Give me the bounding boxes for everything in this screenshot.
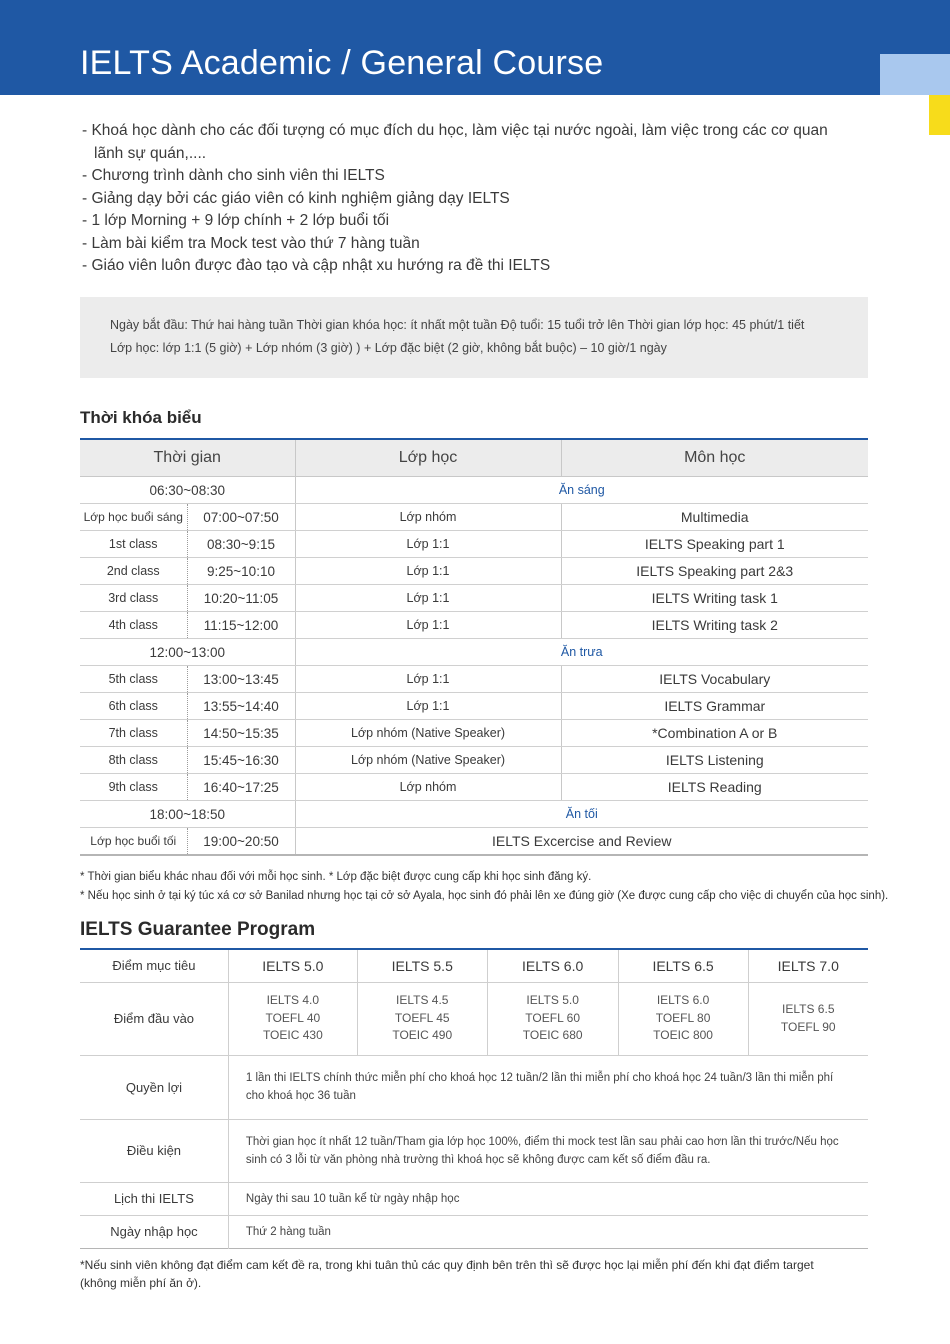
target-score: IELTS 5.5 — [357, 949, 487, 982]
period-time: 15:45~16:30 — [187, 747, 295, 774]
target-score-row — [80, 949, 868, 982]
entry-score-cell: IELTS 4.0 TOEFL 40 TOEIC 430 — [228, 982, 357, 1055]
period-time: 07:00~07:50 — [187, 504, 295, 531]
benefits-row — [80, 1055, 868, 1119]
period-time: 08:30~9:15 — [187, 531, 295, 558]
intro-bullet: - Giảng dạy bởi các giáo viên có kinh nghiệm giảng dạy IELTS — [82, 189, 510, 207]
table-row — [80, 828, 868, 856]
meal-row — [80, 639, 868, 666]
entry-score-cell: IELTS 6.5 TOEFL 90 — [748, 982, 868, 1055]
period-label: 3rd class — [80, 585, 187, 612]
guarantee-table — [80, 948, 868, 1249]
period-time: 19:00~20:50 — [187, 828, 295, 856]
table-header-row — [80, 439, 868, 477]
table-row — [80, 693, 868, 720]
period-time: 16:40~17:25 — [187, 774, 295, 801]
meal-time: 06:30~08:30 — [80, 477, 295, 504]
period-time: 13:55~14:40 — [187, 693, 295, 720]
period-label: Lớp học buổi sáng — [80, 504, 187, 531]
row-text: Ngày thi sau 10 tuần kể từ ngày nhập học — [228, 1182, 868, 1215]
subject: IELTS Listening — [561, 747, 868, 774]
decorative-tab-light — [880, 54, 950, 95]
row-text: Thứ 2 hàng tuần — [245, 1225, 331, 1238]
table-row — [80, 747, 868, 774]
page-header — [0, 0, 950, 95]
period-label: Lớp học buổi tối — [90, 834, 177, 848]
period-time: 10:20~11:05 — [187, 585, 295, 612]
page-title: IELTS Academic / General Course — [80, 44, 604, 82]
table-row — [80, 612, 868, 639]
subject: IELTS Speaking part 1 — [561, 531, 868, 558]
intro-bullet: - Giáo viên luôn được đào tạo và cập nhật xu hướng ra đề thi IELTS — [82, 257, 551, 274]
table-row — [80, 720, 868, 747]
row-header: Điểm mục tiêu — [80, 949, 228, 982]
meal-row — [80, 477, 868, 504]
class-type: Lớp nhóm — [295, 774, 561, 801]
class-type: Lớp 1:1 — [295, 612, 561, 639]
schedule-note: * Nếu học sinh ở tại ký túc xá cơ sở Banilad nhưng học tại cở sở Ayala, học sinh đó phải lên xe đúng giờ (Xe được cung cấp cho việc di chuyển của học sinh). — [80, 890, 889, 902]
intro-bullet: - Khoá học dành cho các đối tượng có mục đích du học, làm việc tại nước ngoài, làm việc trong các cơ quan lãnh sự quán,.... — [82, 120, 842, 165]
decorative-tab-yellow — [929, 95, 950, 135]
schedule-table — [80, 438, 868, 856]
period-time: 11:15~12:00 — [187, 612, 295, 639]
row-text: 1 lần thi IELTS chính thức miễn phí cho khoá học 12 tuần/2 lần thi miễn phí cho khoá học 24 tuần/3 lần thi miễn phí cho khoá học 36 tuần — [228, 1055, 868, 1119]
period-time: 13:00~13:45 — [187, 666, 295, 693]
schedule-title: Thời khóa biểu — [80, 408, 202, 427]
table-row — [80, 558, 868, 585]
period-label: 4th class — [80, 612, 187, 639]
meal-label: Ăn tối — [295, 801, 868, 828]
table-row — [80, 531, 868, 558]
entry-score-cell: IELTS 4.5 TOEFL 45 TOEIC 490 — [357, 982, 487, 1055]
class-type: Lớp nhóm (Native Speaker) — [295, 720, 561, 747]
subject: IELTS Writing task 2 — [561, 612, 868, 639]
subject: *Combination A or B — [561, 720, 868, 747]
row-header: Điều kiện — [80, 1119, 228, 1182]
meal-label: Ăn trưa — [295, 639, 868, 666]
course-info-line: Lớp học: lớp 1:1 (5 giờ) + Lớp nhóm (3 giờ) ) + Lớp đặc biệt (2 giờ, không bắt buộc) – 10 giờ/1 ngày — [110, 341, 667, 355]
target-score: IELTS 6.5 — [618, 949, 748, 982]
period-label: 7th class — [80, 720, 187, 747]
subject: IELTS Speaking part 2&3 — [561, 558, 868, 585]
period-label: 5th class — [80, 666, 187, 693]
course-info-box — [80, 297, 868, 378]
period-time: 14:50~15:35 — [187, 720, 295, 747]
conditions-row — [80, 1119, 868, 1182]
target-score: IELTS 5.0 — [228, 949, 357, 982]
intro-bullet: - 1 lớp Morning + 9 lớp chính + 2 lớp buổi tối — [82, 212, 390, 229]
meal-time: 18:00~18:50 — [80, 801, 295, 828]
period-label: 1st class — [80, 531, 187, 558]
class-type: Lớp 1:1 — [295, 693, 561, 720]
row-header: Quyền lợi — [80, 1055, 228, 1119]
entry-score-cell: IELTS 6.0 TOEFL 80 TOEIC 800 — [618, 982, 748, 1055]
meal-label: Ăn sáng — [295, 477, 868, 504]
class-type: Lớp 1:1 — [295, 666, 561, 693]
meal-row — [80, 801, 868, 828]
period-label: 9th class — [80, 774, 187, 801]
target-score: IELTS 6.0 — [487, 949, 618, 982]
exam-schedule-row — [80, 1182, 868, 1215]
subject: IELTS Reading — [561, 774, 868, 801]
meal-time: 12:00~13:00 — [80, 639, 295, 666]
period-time: 9:25~10:10 — [187, 558, 295, 585]
intro-bullet: - Chương trình dành cho sinh viên thi IELTS — [82, 167, 385, 184]
class-type: Lớp nhóm (Native Speaker) — [295, 747, 561, 774]
subject: IELTS Writing task 1 — [561, 585, 868, 612]
class-type: Lớp 1:1 — [295, 531, 561, 558]
entry-score-row — [80, 982, 868, 1055]
intro-bullet: - Làm bài kiểm tra Mock test vào thứ 7 hàng tuần — [82, 234, 420, 252]
course-info-line: Ngày bắt đầu: Thứ hai hàng tuần Thời gian khóa học: ít nhất một tuần Độ tuổi: 15 tuổi trở lên Thời gian lớp học: 45 phút/1 tiết — [110, 318, 805, 332]
row-header: Điểm đầu vào — [80, 982, 228, 1055]
row-text: Thời gian học ít nhất 12 tuần/Tham gia lớp học 100%, điểm thi mock test lần sau phải cao hơn lần thi trước/Nếu học sinh có 3 lỗi từ văn phòng nhà trường thì khoá học sẽ không được cam kết số điểm đầu ra. — [228, 1119, 868, 1182]
guarantee-title: IELTS Guarantee Program — [80, 919, 316, 940]
period-label: 8th class — [80, 747, 187, 774]
column-header: Lớp học — [295, 439, 561, 477]
intro-bullet-list — [82, 120, 842, 278]
column-header: Môn học — [561, 439, 868, 477]
table-row — [80, 585, 868, 612]
entry-score-cell: IELTS 5.0 TOEFL 60 TOEIC 680 — [487, 982, 618, 1055]
period-label: 6th class — [80, 693, 187, 720]
guarantee-footnote: *Nếu sinh viên không đạt điểm cam kết đề ra, trong khi tuân thủ các quy định bên trên thì sẽ được học lại miễn phí đến khi đạt điểm target (không miễn phí ăn ở). — [80, 1258, 814, 1290]
row-header: Ngày nhập học — [80, 1215, 228, 1248]
table-row — [80, 666, 868, 693]
column-header: Thời gian — [80, 439, 295, 477]
enrollment-day-row — [80, 1215, 868, 1248]
table-row — [80, 774, 868, 801]
row-header: Lịch thi IELTS — [80, 1182, 228, 1215]
class-type: Lớp 1:1 — [295, 558, 561, 585]
table-row — [80, 504, 868, 531]
schedule-note: * Thời gian biểu khác nhau đối với mỗi học sinh. * Lớp đặc biệt được cung cấp khi học sinh đăng ký. — [80, 871, 592, 883]
class-type: Lớp 1:1 — [295, 585, 561, 612]
class-type: Lớp nhóm — [295, 504, 561, 531]
subject: IELTS Grammar — [561, 693, 868, 720]
subject: Multimedia — [561, 504, 868, 531]
subject: IELTS Vocabulary — [561, 666, 868, 693]
period-label: 2nd class — [80, 558, 187, 585]
target-score: IELTS 7.0 — [748, 949, 868, 982]
subject: IELTS Excercise and Review — [295, 828, 868, 856]
intro-bullet-continuation: lãnh sự quán,.... — [94, 144, 207, 162]
